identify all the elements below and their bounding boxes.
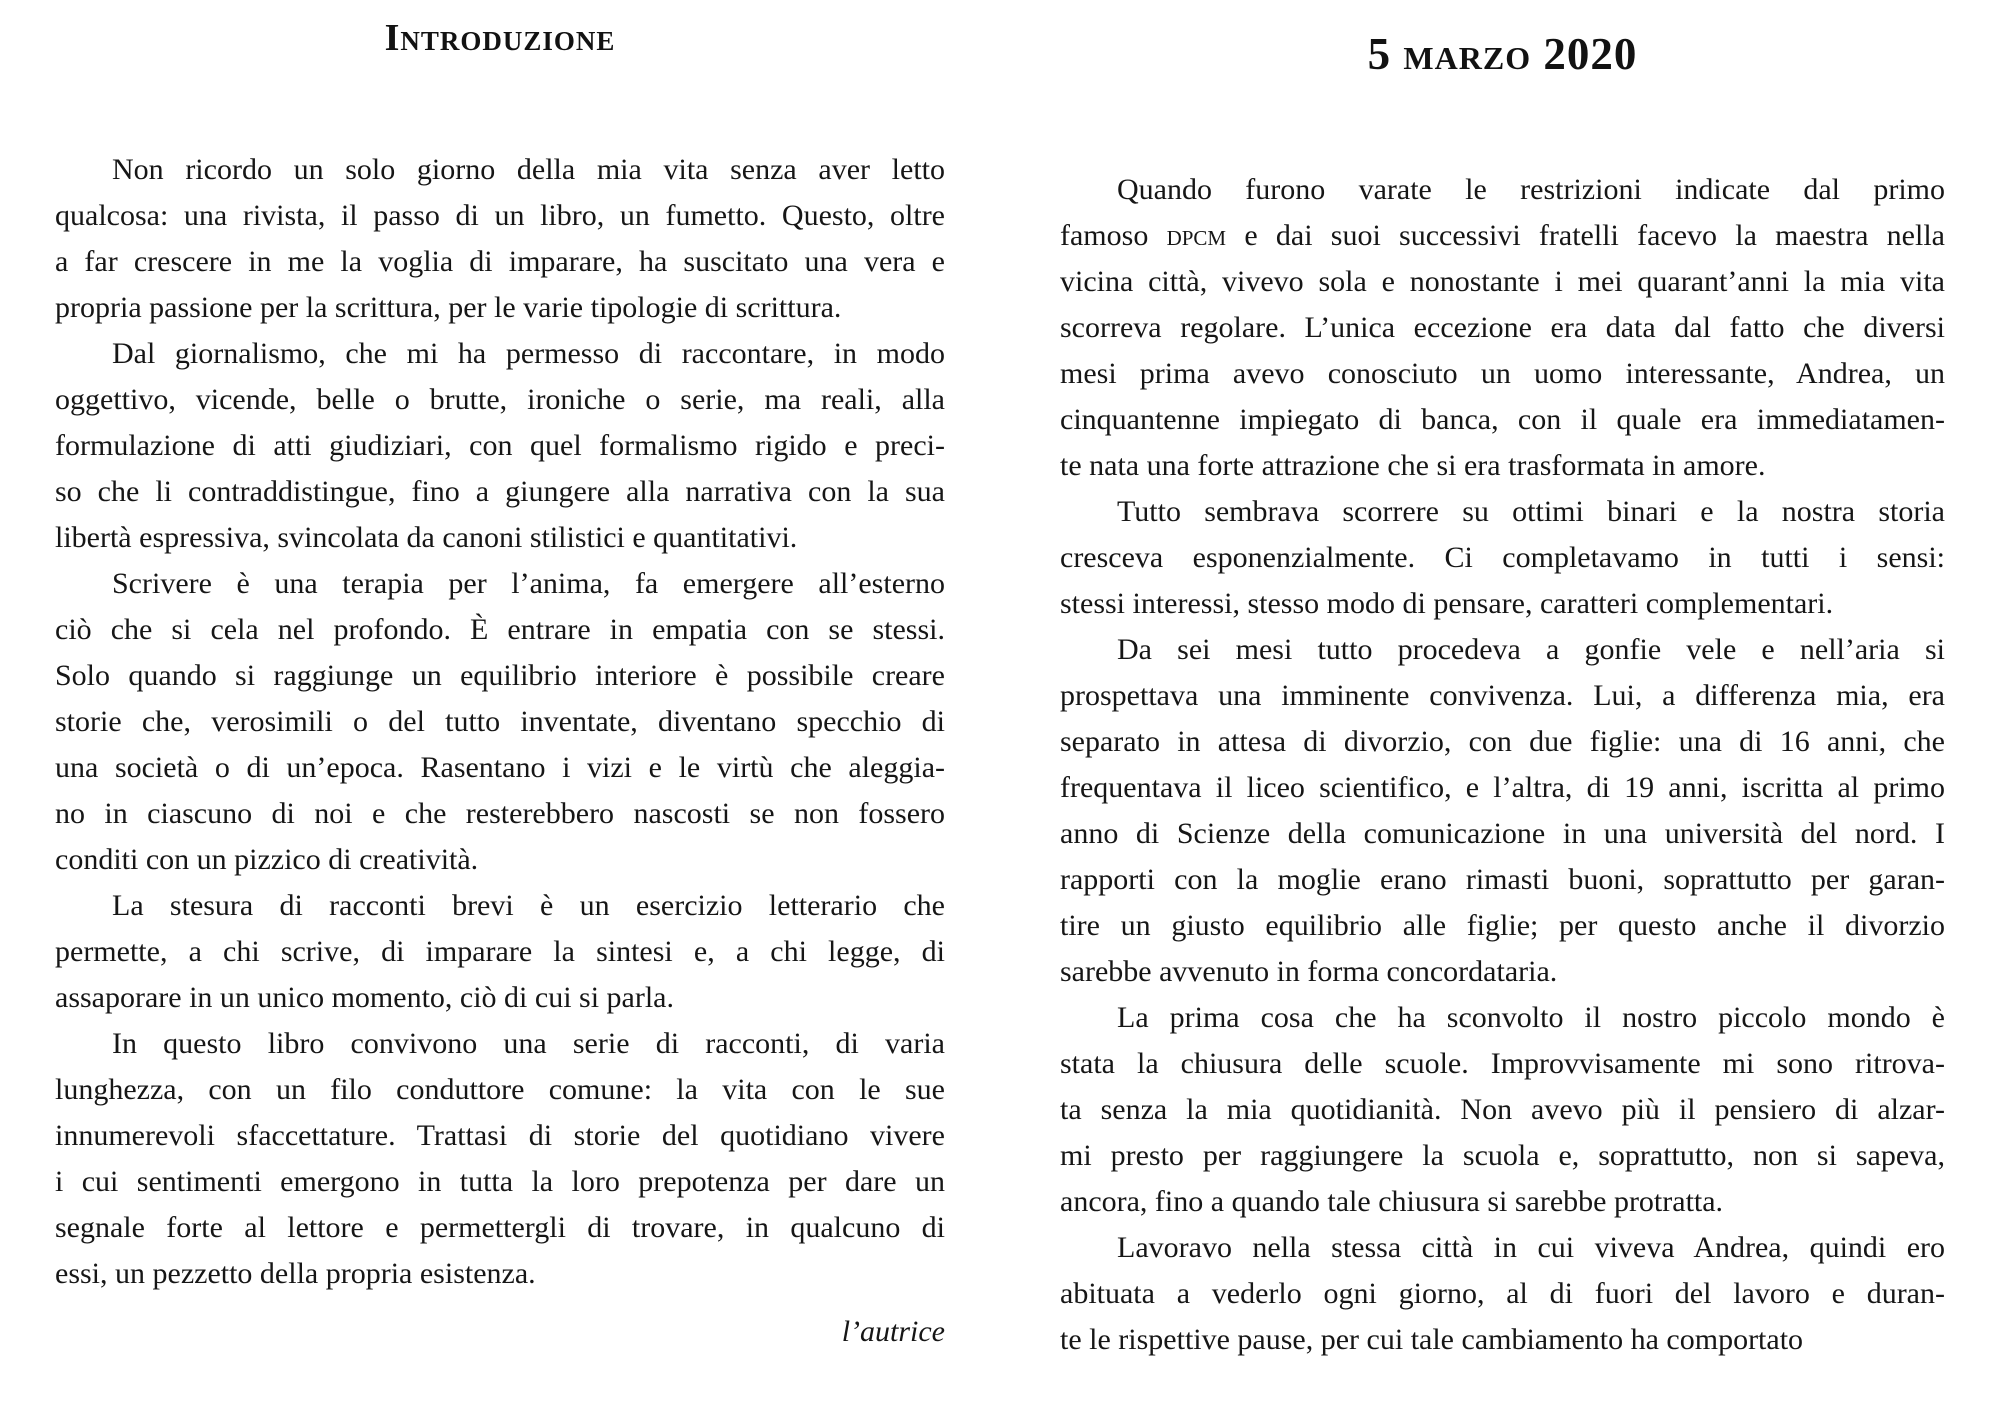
text-line: una società o di un’epoca. Rasentano i vizi e le virtù che aleggia- xyxy=(55,751,945,784)
text-line: no in ciascuno di noi e che resterebbero nascosti se non fossero xyxy=(55,797,945,830)
paragraph xyxy=(1060,627,1945,995)
paragraph xyxy=(55,1021,945,1297)
text-line: ancora, fino a quando tale chiusura si sarebbe protratta. xyxy=(1060,1185,1724,1218)
text-line: anno di Scienze della comunicazione in una università del nord. I xyxy=(1060,817,1945,850)
paragraph xyxy=(1060,1225,1945,1363)
text-line: propria passione per la scrittura, per le varie tipologie di scrittura. xyxy=(55,291,842,324)
text-line: mesi prima avevo conosciuto un uomo interessante, Andrea, un xyxy=(1060,357,1945,390)
author-signature: l’autrice xyxy=(841,1315,945,1348)
text-line: rapporti con la moglie erano rimasti buoni, soprattutto per garan- xyxy=(1060,863,1945,896)
text-line: cresceva esponenzialmente. Ci completavamo in tutti i sensi: xyxy=(1060,541,1945,574)
text-line: Tutto sembrava scorrere su ottimi binari e la nostra storia xyxy=(1117,495,1945,528)
text-line: La stesura di racconti brevi è un esercizio letterario che xyxy=(112,889,945,922)
text-line: so che li contraddistingue, fino a giungere alla narrativa con la sua xyxy=(55,475,945,508)
text-line: te le rispettive pause, per cui tale cambiamento ha comportato xyxy=(1060,1323,1804,1356)
paragraph xyxy=(55,331,945,561)
text-line: La prima cosa che ha sconvolto il nostro piccolo mondo è xyxy=(1117,1001,1945,1034)
text-line: famoso dpcm e dai suoi successivi fratelli facevo la maestra nella xyxy=(1060,219,1945,252)
paragraph xyxy=(55,147,945,331)
text-line: te nata una forte attrazione che si era trasformata in amore. xyxy=(1060,449,1766,482)
text-line: stata la chiusura delle scuole. Improvvisamente mi sono ritrova- xyxy=(1060,1047,1945,1080)
text-line: Scrivere è una terapia per l’anima, fa emergere all’esterno xyxy=(112,567,945,600)
text-line: Quando furono varate le restrizioni indicate dal primo xyxy=(1117,173,1945,206)
text-line: Dal giornalismo, che mi ha permesso di raccontare, in modo xyxy=(112,337,945,370)
text-line: cinquantenne impiegato di banca, con il quale era immediatamen- xyxy=(1060,403,1945,436)
text-line: Solo quando si raggiunge un equilibrio interiore è possibile creare xyxy=(55,659,945,692)
chapter-title-5-marzo-2020: 5 marzo 2020 xyxy=(1367,29,1638,79)
text-line: segnale forte al lettore e permettergli di trovare, in qualcuno di xyxy=(55,1211,945,1244)
text-line: prospettava una imminente convivenza. Lui, a differenza mia, era xyxy=(1060,679,1945,712)
text-line: sarebbe avvenuto in forma concordataria. xyxy=(1060,955,1558,988)
book-page-left xyxy=(55,0,945,1355)
text-line: oggettivo, vicende, belle o brutte, ironiche o serie, ma reali, alla xyxy=(55,383,945,416)
text-line: lunghezza, con un filo conduttore comune: la vita con le sue xyxy=(55,1073,945,1106)
text-line: qualcosa: una rivista, il passo di un libro, un fumetto. Questo, oltre xyxy=(55,199,945,232)
paragraph xyxy=(55,561,945,883)
paragraph xyxy=(55,883,945,1021)
text-line: innumerevoli sfaccettature. Trattasi di storie del quotidiano vivere xyxy=(55,1119,945,1152)
text-line: separato in attesa di divorzio, con due figlie: una di 16 anni, che xyxy=(1060,725,1945,758)
text-line: libertà espressiva, svincolata da canoni stilistici e quantitativi. xyxy=(55,521,798,554)
paragraph xyxy=(1060,489,1945,627)
page-right-body xyxy=(1060,167,1945,1363)
page-left-body xyxy=(55,147,945,1297)
text-line: vicina città, vivevo sola e nonostante i mei quarant’anni la mia vita xyxy=(1060,265,1945,298)
text-line: formulazione di atti giudiziari, con quel formalismo rigido e preci- xyxy=(55,429,945,462)
book-page-right xyxy=(1060,0,1945,1363)
paragraph xyxy=(1060,995,1945,1225)
text-line: Lavoravo nella stessa città in cui viveva Andrea, quindi ero xyxy=(1117,1231,1945,1264)
text-line: conditi con un pizzico di creatività. xyxy=(55,843,479,876)
text-line: i cui sentimenti emergono in tutta la loro prepotenza per dare un xyxy=(55,1165,945,1198)
text-line: ciò che si cela nel profondo. È entrare in empatia con se stessi. xyxy=(55,613,945,646)
text-line: a far crescere in me la voglia di imparare, ha suscitato una vera e xyxy=(55,245,945,278)
text-line: frequentava il liceo scientifico, e l’altra, di 19 anni, iscritta al primo xyxy=(1060,771,1945,804)
text-line: tire un giusto equilibrio alle figlie; per questo anche il divorzio xyxy=(1060,909,1945,942)
text-line: mi presto per raggiungere la scuola e, soprattutto, non si sapeva, xyxy=(1060,1139,1945,1172)
text-line: Da sei mesi tutto procedeva a gonfie vele e nell’aria si xyxy=(1117,633,1945,666)
text-line: assaporare in un unico momento, ciò di cui si parla. xyxy=(55,981,674,1014)
small-caps-abbreviation: dpcm xyxy=(1166,219,1227,252)
text-line: storie che, verosimili o del tutto inventate, diventano specchio di xyxy=(55,705,945,738)
text-line: Non ricordo un solo giorno della mia vita senza aver letto xyxy=(112,153,945,186)
text-line: stessi interessi, stesso modo di pensare, caratteri complementari. xyxy=(1060,587,1834,620)
text-line: In questo libro convivono una serie di racconti, di varia xyxy=(112,1027,945,1060)
text-line: permette, a chi scrive, di imparare la sintesi e, a chi legge, di xyxy=(55,935,945,968)
text-line: essi, un pezzetto della propria esistenza. xyxy=(55,1257,536,1290)
text-line: abituata a vederlo ogni giorno, al di fuori del lavoro e duran- xyxy=(1060,1277,1945,1310)
paragraph xyxy=(1060,167,1945,489)
text-line: scorreva regolare. L’unica eccezione era data dal fatto che diversi xyxy=(1060,311,1945,344)
chapter-title-introduzione: Introduzione xyxy=(384,17,616,59)
text-line: ta senza la mia quotidianità. Non avevo più il pensiero di alzar- xyxy=(1060,1093,1945,1126)
